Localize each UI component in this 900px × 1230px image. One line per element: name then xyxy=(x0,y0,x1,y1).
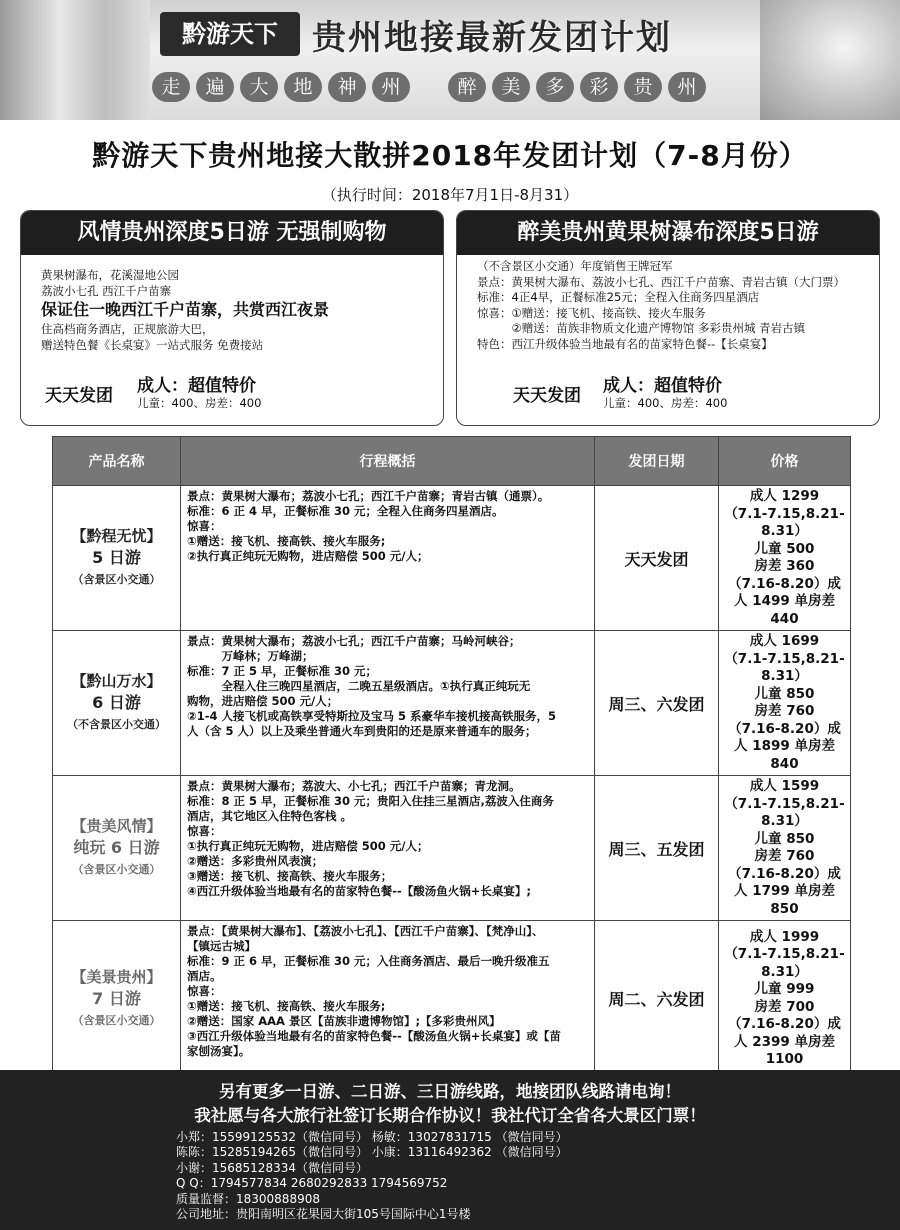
header-product-name: 产品名称 xyxy=(53,437,181,486)
product-duration: 纯玩 6 日游 xyxy=(73,838,160,857)
contact-row: Q Q：1794577834 2680292833 1794569752 xyxy=(176,1176,448,1191)
itinerary-line: ②赠送：国家 AAA 景区【苗族非遗博物馆】;【多彩贵州风】 xyxy=(187,1014,501,1028)
price-cell xyxy=(719,921,851,1077)
itinerary-cell xyxy=(181,921,595,1077)
price-line: （7.1-7.15,8.21- xyxy=(724,650,845,667)
contact-row: 质量监督：18300888908 xyxy=(176,1191,320,1206)
decorative-figure-image xyxy=(760,0,900,120)
promo-line: 惊喜：①赠送：接飞机、接高铁、接火车服务 xyxy=(477,305,706,320)
daily-departure: 天天发团 xyxy=(45,386,113,406)
promo-line: 标准：4正4早，正餐标准25元；全程入住商务四星酒店 xyxy=(477,290,760,304)
price-cell xyxy=(719,631,851,776)
product-note: （含景区小交通） xyxy=(72,573,161,586)
child-price: 儿童：400、房差：400 xyxy=(603,396,728,410)
header-itinerary: 行程概括 xyxy=(181,437,595,486)
itinerary-line: ③西江升级体验当地最有名的苗家特色餐--【酸汤鱼火锅+长桌宴】或【苗 xyxy=(187,1029,561,1043)
contact-row: 小郑：15599125532（微信同号） 杨敏：13027831715 （微信同号） xyxy=(176,1130,568,1144)
table-row xyxy=(53,486,851,631)
itinerary-cell xyxy=(181,776,595,921)
price-line: 人 1799 单房差 xyxy=(734,883,835,899)
product-note: （含景区小交通） xyxy=(72,863,161,876)
price-line: （7.16-8.20）成 xyxy=(728,865,841,882)
itinerary-line: 惊喜： xyxy=(187,984,222,998)
slogan-char: 州 xyxy=(372,72,410,102)
price-line: 840 xyxy=(770,755,799,772)
adult-price: 成人：超值特价 xyxy=(603,376,722,396)
departure-dates: 周二、六发团 xyxy=(595,921,719,1077)
price-line: （7.1-7.15,8.21- xyxy=(724,505,845,522)
price-line: （7.16-8.20）成 xyxy=(728,1016,841,1032)
itinerary-line: 【镇远古城】 xyxy=(187,939,256,953)
itinerary-line: 标准：9 正 6 早，正餐标准 30 元；入住商务酒店、最后一晚升级准五 xyxy=(187,954,550,968)
itinerary-line: 酒店，其它地区入住特色客栈 。 xyxy=(187,809,353,823)
promo-card-body xyxy=(477,259,845,352)
itinerary-line: 惊喜： xyxy=(187,519,222,533)
product-duration: 5 日游 xyxy=(92,548,141,567)
price-line: 成人 1699 xyxy=(749,633,820,649)
slogan-char: 彩 xyxy=(580,72,618,102)
departure-dates: 周三、五发团 xyxy=(595,776,719,921)
itinerary-line: 家刨汤宴】。 xyxy=(187,1044,251,1058)
slogan-gap xyxy=(416,72,442,106)
itinerary-cell xyxy=(181,631,595,776)
price-line: 8.31） xyxy=(761,523,808,539)
promo-card-right xyxy=(456,210,880,426)
product-name-cell xyxy=(53,486,181,631)
slogan-char: 醉 xyxy=(448,72,486,102)
child-price: 儿童：400、房差：400 xyxy=(137,396,262,410)
promo-line: 特色：西江升级体验当地最有名的苗家特色餐--【长桌宴】 xyxy=(477,336,773,351)
price-line: （7.1-7.15,8.21- xyxy=(724,795,845,812)
execution-period: （执行时间：2018年7月1日-8月31） xyxy=(321,186,579,204)
table-row xyxy=(53,631,851,776)
itinerary-line: 酒店。 xyxy=(187,969,222,983)
product-name-cell xyxy=(53,631,181,776)
price-line: （7.16-8.20）成 xyxy=(728,720,841,737)
header-price: 价格 xyxy=(719,437,851,486)
footer-notice-2: 我社愿与各大旅行社签订长期合作协议！我社代订全省各大景区门票！ xyxy=(194,1106,706,1125)
product-name: 【黔山万水】 xyxy=(71,672,162,690)
slogan xyxy=(152,72,706,106)
price-line: 房差 700 xyxy=(754,998,815,1015)
slogan-char: 美 xyxy=(492,72,530,102)
product-name: 【贵美风情】 xyxy=(71,817,162,835)
itinerary-line: 标准：7 正 5 早，正餐标准 30 元； xyxy=(187,664,378,678)
departure-dates: 天天发团 xyxy=(595,486,719,631)
price-line: 8.31） xyxy=(761,668,808,684)
itinerary-line: ②1-4 人接飞机或高铁享受特斯拉及宝马 5 系豪华车接机接高铁服务，5 xyxy=(187,709,557,723)
slogan-char: 州 xyxy=(668,72,706,102)
itinerary-line: ④西江升级体验当地最有名的苗家特色餐--【酸汤鱼火锅+长桌宴】; xyxy=(187,884,532,898)
product-name: 【黔程无忧】 xyxy=(71,527,162,545)
slogan-char: 神 xyxy=(328,72,366,102)
itinerary-line: ①赠送：接飞机、接高铁、接火车服务; xyxy=(187,999,386,1013)
promo-card-title: 醉美贵州黄果树瀑布深度5日游 xyxy=(457,211,879,255)
itinerary-line: ①执行真正纯玩无购物，进店赔偿 500 元/人； xyxy=(187,839,429,853)
promo-line: （不含景区小交通）年度销售王牌冠军 xyxy=(477,259,673,273)
itinerary-line: ②执行真正纯玩无购物，进店赔偿 500 元/人； xyxy=(187,549,429,563)
itinerary-line: 标准：8 正 5 早，正餐标准 30 元；贵阳入住挂三星酒店,荔波入住商务 xyxy=(187,794,554,808)
product-note: （含景区小交通） xyxy=(72,1013,161,1027)
promo-line: ②赠送：苗族非物质文化遗产博物馆 多彩贵州城 青岩古镇 xyxy=(477,321,806,335)
itinerary-cell xyxy=(181,486,595,631)
price-line: （7.16-8.20）成 xyxy=(728,575,841,592)
banner-title: 贵州地接最新发团计划 xyxy=(312,18,672,58)
itinerary-line: ③赠送：接飞机、接高铁、接火车服务； xyxy=(187,869,393,883)
itinerary-line: 全程入住三晚四星酒店，二晚五星级酒店。①执行真正纯玩无 xyxy=(187,679,531,693)
price-line: 440 xyxy=(770,610,799,627)
price-line: 儿童 850 xyxy=(754,830,815,847)
table-row xyxy=(53,776,851,921)
product-note: （不含景区小交通） xyxy=(67,718,166,731)
price-cell xyxy=(719,486,851,631)
table-header-row xyxy=(53,437,851,486)
contact-list xyxy=(176,1130,568,1222)
table-row xyxy=(53,921,851,1077)
price-line: 8.31） xyxy=(761,813,808,829)
itinerary-line: 惊喜： xyxy=(187,824,222,838)
promo-card-left xyxy=(20,210,444,426)
slogan-char: 大 xyxy=(240,72,278,102)
header-banner xyxy=(0,0,900,120)
daily-departure: 天天发团 xyxy=(513,386,581,406)
header-departure-dates: 发团日期 xyxy=(595,437,719,486)
product-name: 【美景贵州】 xyxy=(71,967,162,986)
contact-row: 陈陈：15285194265（微信同号） 小康：13116492362 （微信同号） xyxy=(176,1145,568,1160)
product-name-cell xyxy=(53,921,181,1077)
price-line: 人 2399 单房差 xyxy=(734,1033,835,1050)
itinerary-line: 景点：黄果树大瀑布；荔波小七孔；西江千户苗寨；马岭河峡谷； xyxy=(187,634,521,648)
promo-line: 景点：黄果树大瀑布、荔波小七孔、西江千户苗寨、青岩古镇（大门票） xyxy=(477,274,845,289)
itinerary-line: 景点：【黄果树大瀑布】、【荔波小七孔】、【西江千户苗寨】、【梵净山】、 xyxy=(187,924,544,938)
price-cell xyxy=(719,776,851,921)
slogan-char: 走 xyxy=(152,72,190,102)
slogan-char: 遍 xyxy=(196,72,234,102)
price-line: 房差 760 xyxy=(754,848,815,864)
price-line: 8.31） xyxy=(761,963,808,980)
promo-line: 住高档商务酒店，正规旅游大巴， xyxy=(41,322,214,336)
brand-logo: 黔游天下 xyxy=(160,12,300,56)
price-line: 成人 1999 xyxy=(749,928,820,945)
price-line: 儿童 999 xyxy=(754,981,815,997)
itinerary-line: 景点：黄果树大瀑布；荔波大、小七孔；西江千户苗寨；青龙洞。 xyxy=(187,779,521,793)
itinerary-line: 购物，进店赔偿 500 元/人； xyxy=(187,694,339,708)
promo-card-body xyxy=(41,267,329,353)
price-line: 儿童 850 xyxy=(754,685,815,702)
slogan-char: 多 xyxy=(536,72,574,102)
price-line: 成人 1599 xyxy=(749,778,820,794)
price-line: （7.1-7.15,8.21- xyxy=(724,946,845,962)
contact-row: 公司地址：贵阳南明区花果园大街105号国际中心1号楼 xyxy=(176,1207,471,1222)
price-line: 人 1499 单房差 xyxy=(734,593,835,609)
product-name-cell xyxy=(53,776,181,921)
price-line: 房差 360 xyxy=(754,558,815,574)
price-line: 1100 xyxy=(765,1051,804,1067)
itinerary-line: 景点：黄果树大瀑布；荔波小七孔；西江千户苗寨；青岩古镇（通票）。 xyxy=(187,489,550,503)
page-title: 黔游天下贵州地接大散拼2018年发团计划（7-8月份） xyxy=(92,139,808,172)
product-table xyxy=(52,436,851,1077)
price-line: 人 1899 单房差 xyxy=(734,738,835,754)
promo-line: 黄果树瀑布，花溪湿地公园 xyxy=(41,268,179,282)
promo-line: 赠送特色餐《长桌宴》一站式服务 免费接站 xyxy=(41,338,264,352)
waterfall-image xyxy=(0,0,150,120)
adult-price: 成人：超值特价 xyxy=(137,376,256,396)
itinerary-line: 人（含 5 人）以上及乘坐普通火车到贵阳的还是原来普通车的服务； xyxy=(187,724,537,738)
contact-row: 小谢：15685128334（微信同号） xyxy=(176,1160,368,1175)
promo-line: 荔波小七孔 西江千户苗寨 xyxy=(41,284,172,298)
itinerary-line: ①赠送：接飞机、接高铁、接火车服务; xyxy=(187,534,386,548)
price-line: 成人 1299 xyxy=(749,488,820,504)
price-line: 房差 760 xyxy=(754,703,815,719)
itinerary-line: ②赠送：多彩贵州风表演； xyxy=(187,854,324,868)
price-line: 850 xyxy=(770,900,799,917)
itinerary-line: 万峰林；万峰湖； xyxy=(187,649,314,663)
footer xyxy=(0,1070,900,1230)
departure-dates: 周三、六发团 xyxy=(595,631,719,776)
slogan-char: 贵 xyxy=(624,72,662,102)
product-duration: 6 日游 xyxy=(92,693,141,712)
itinerary-line: 标准：6 正 4 早，正餐标准 30 元；全程入住商务四星酒店。 xyxy=(187,504,504,518)
footer-notice-1: 另有更多一日游、二日游、三日游线路，地接团队线路请电询！ xyxy=(219,1082,681,1101)
price-line: 儿童 500 xyxy=(754,540,815,557)
promo-highlight: 保证住一晚西江千户苗寨，共赏西江夜景 xyxy=(41,300,330,319)
promo-card-title: 风情贵州深度5日游 无强制购物 xyxy=(21,211,443,255)
product-duration: 7 日游 xyxy=(92,988,141,1008)
slogan-char: 地 xyxy=(284,72,322,102)
